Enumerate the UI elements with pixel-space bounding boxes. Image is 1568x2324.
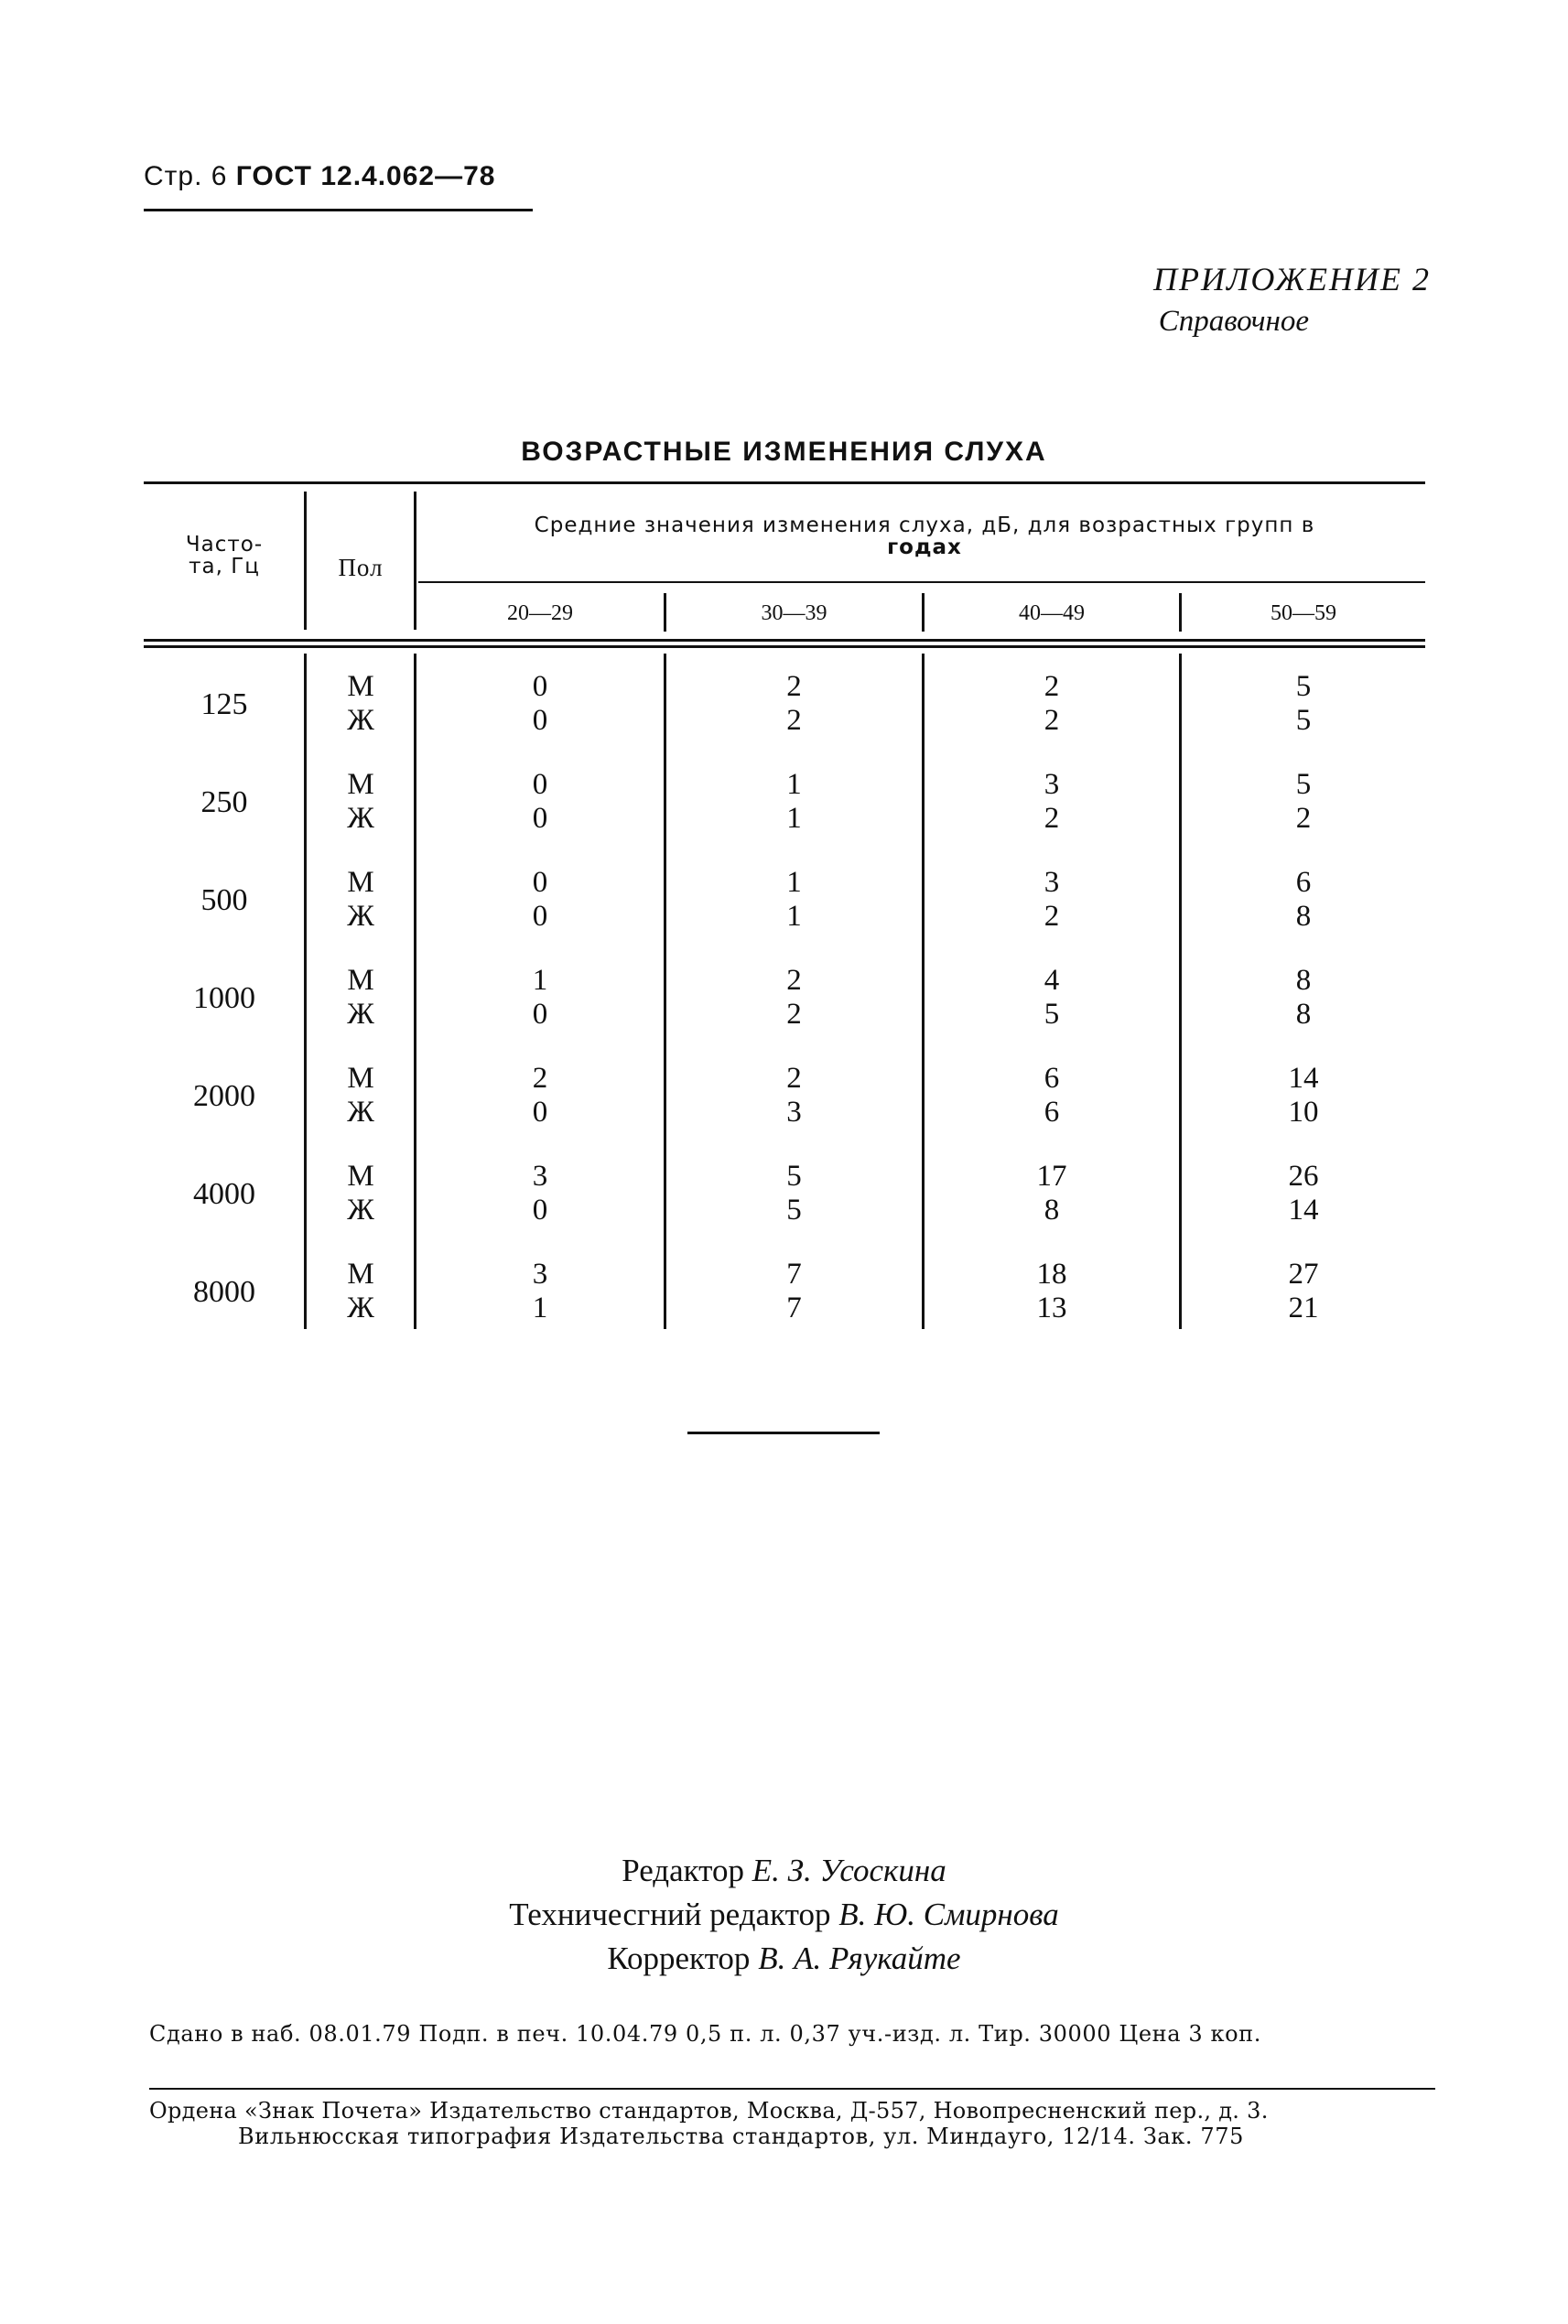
value-male: 6 (1295, 866, 1312, 899)
value-male: 3 (1044, 768, 1060, 801)
sex-cell (308, 1062, 414, 1130)
end-rule (687, 1432, 880, 1434)
value-cell (666, 964, 922, 1032)
value-female: 1 (532, 1292, 548, 1324)
credit-editor: Редактор Е. З. Усоскина (622, 1853, 946, 1888)
value-male: 2 (786, 1062, 802, 1095)
sex-female: Ж (347, 998, 374, 1031)
value-cell (666, 1258, 922, 1325)
sex-female: Ж (347, 1194, 374, 1227)
value-cell (1182, 768, 1425, 836)
header-rule (144, 209, 533, 211)
value-male: 2 (786, 964, 802, 997)
freq-cell: 500 (200, 883, 248, 917)
value-cell (416, 964, 664, 1032)
value-male: 2 (532, 1062, 548, 1095)
value-female: 5 (786, 1194, 802, 1227)
body-divider-freq-sex (304, 654, 307, 1329)
value-female: 3 (786, 1096, 802, 1129)
value-cell (1182, 866, 1425, 934)
value-male: 2 (1044, 670, 1060, 703)
value-male: 2 (786, 670, 802, 703)
value-cell (1182, 1062, 1425, 1130)
value-female: 7 (786, 1292, 802, 1324)
value-female: 2 (1044, 802, 1060, 835)
value-male: 27 (1288, 1258, 1319, 1291)
value-male: 17 (1036, 1160, 1067, 1193)
age-group-20-29: 20—29 (507, 601, 573, 625)
value-cell (666, 1062, 922, 1130)
value-cell (416, 866, 664, 934)
value-male: 0 (532, 670, 548, 703)
value-cell (925, 1160, 1179, 1227)
freq-cell: 250 (200, 785, 248, 819)
header-bottom-rule-2 (144, 645, 1425, 648)
table-title: ВОЗРАСТНЫЕ ИЗМЕНЕНИЯ СЛУХА (521, 437, 1047, 467)
value-female: 0 (532, 998, 548, 1031)
value-male: 5 (1295, 670, 1312, 703)
group-header-rule (418, 581, 1425, 583)
value-cell (1182, 1160, 1425, 1227)
sex-female: Ж (347, 1096, 374, 1129)
value-cell (1182, 964, 1425, 1032)
appendix-subtitle: Справочное (1158, 305, 1309, 338)
value-female: 14 (1288, 1194, 1319, 1227)
value-female: 5 (1044, 998, 1060, 1031)
freq-cell: 8000 (193, 1275, 255, 1309)
sex-male: М (347, 1258, 374, 1291)
sex-male: М (347, 964, 374, 997)
sex-female: Ж (347, 802, 374, 835)
freq-cell: 1000 (193, 981, 255, 1015)
value-female: 0 (532, 802, 548, 835)
age-group-50-59: 50—59 (1271, 601, 1336, 625)
value-cell (1182, 670, 1425, 738)
appendix-title: ПРИЛОЖЕНИЕ 2 (1153, 261, 1431, 297)
age-group-40-49: 40—49 (1019, 601, 1085, 625)
sex-cell (308, 866, 414, 934)
sex-female: Ж (347, 1292, 374, 1324)
value-female: 2 (1044, 900, 1060, 933)
sex-cell (308, 1160, 414, 1227)
sex-cell (308, 1258, 414, 1325)
value-male: 8 (1295, 964, 1312, 997)
value-cell (666, 1160, 922, 1227)
value-female: 0 (532, 704, 548, 737)
sex-female: Ж (347, 704, 374, 737)
value-female: 6 (1044, 1096, 1060, 1129)
value-female: 13 (1036, 1292, 1067, 1324)
sex-male: М (347, 1160, 374, 1193)
value-male: 3 (1044, 866, 1060, 899)
imprint-line-2: Ордена «Знак Почета» Издательство стандартов, Москва, Д-557, Новопресненский пер., д. 3. (149, 2098, 1269, 2124)
value-male: 26 (1288, 1160, 1319, 1193)
value-female: 2 (786, 998, 802, 1031)
value-male: 3 (532, 1258, 548, 1291)
imprint-rule (149, 2088, 1435, 2090)
value-female: 8 (1044, 1194, 1060, 1227)
value-cell (925, 964, 1179, 1032)
value-cell (666, 670, 922, 738)
value-male: 0 (532, 768, 548, 801)
freq-cell: 2000 (193, 1079, 255, 1113)
divider-freq-sex (304, 492, 307, 630)
value-female: 0 (532, 1096, 548, 1129)
credits (0, 1849, 1568, 1981)
value-male: 5 (1295, 768, 1312, 801)
credit-tech-editor: Техничесгний редактор В. Ю. Смирнова (509, 1897, 1059, 1932)
value-male: 1 (532, 964, 548, 997)
value-male: 18 (1036, 1258, 1067, 1291)
table-top-rule (144, 481, 1425, 484)
sex-cell (308, 964, 414, 1032)
value-cell (416, 1258, 664, 1325)
value-male: 0 (532, 866, 548, 899)
value-female: 8 (1295, 998, 1312, 1031)
freq-cell: 125 (200, 687, 248, 721)
col-header-group: Средние значения изменения слуха, дБ, для возрастных групп в годах (534, 513, 1315, 559)
value-female: 8 (1295, 900, 1312, 933)
imprint-line-3: Вильнюсская типография Издательства стандартов, ул. Миндауго, 12/14. Зак. 775 (238, 2124, 1244, 2149)
col-header-frequency: Часто- та, Гц (185, 533, 264, 578)
value-male: 6 (1044, 1062, 1060, 1095)
value-male: 14 (1288, 1062, 1319, 1095)
value-male: 4 (1044, 964, 1060, 997)
standard-code: ГОСТ 12.4.062—78 (235, 161, 496, 191)
col-header-sex: Пол (338, 554, 384, 581)
value-cell (666, 866, 922, 934)
imprint-line-1: Сдано в наб. 08.01.79 Подп. в печ. 10.04.79 0,5 п. л. 0,37 уч.-изд. л. Тир. 30000 Цена 3 коп. (149, 2021, 1261, 2047)
sex-male: М (347, 866, 374, 899)
value-female: 1 (786, 802, 802, 835)
value-female: 2 (1044, 704, 1060, 737)
value-cell (925, 1062, 1179, 1130)
value-female: 2 (1295, 802, 1312, 835)
value-cell (416, 768, 664, 836)
value-female: 10 (1288, 1096, 1319, 1129)
sex-male: М (347, 670, 374, 703)
header-bottom-rule-1 (144, 639, 1425, 642)
sex-male: М (347, 1062, 374, 1095)
value-cell (416, 1062, 664, 1130)
value-female: 0 (532, 1194, 548, 1227)
credit-corrector: Корректор В. А. Ряукайте (607, 1940, 961, 1976)
value-cell (416, 1160, 664, 1227)
sex-female: Ж (347, 900, 374, 933)
page-number: Стр. 6 (144, 161, 228, 191)
sex-cell (308, 768, 414, 836)
value-male: 3 (532, 1160, 548, 1193)
value-female: 1 (786, 900, 802, 933)
value-cell (925, 866, 1179, 934)
page-header (144, 161, 495, 192)
value-female: 21 (1288, 1292, 1319, 1324)
value-male: 5 (786, 1160, 802, 1193)
sex-cell (308, 670, 414, 738)
value-cell (925, 1258, 1179, 1325)
value-female: 0 (532, 900, 548, 933)
value-male: 7 (786, 1258, 802, 1291)
value-cell (666, 768, 922, 836)
value-cell (416, 670, 664, 738)
sex-male: М (347, 768, 374, 801)
value-female: 5 (1295, 704, 1312, 737)
value-cell (1182, 1258, 1425, 1325)
value-cell (925, 670, 1179, 738)
freq-cell: 4000 (193, 1177, 255, 1211)
value-male: 1 (786, 866, 802, 899)
value-male: 1 (786, 768, 802, 801)
age-group-30-39: 30—39 (761, 601, 827, 625)
value-cell (925, 768, 1179, 836)
value-female: 2 (786, 704, 802, 737)
